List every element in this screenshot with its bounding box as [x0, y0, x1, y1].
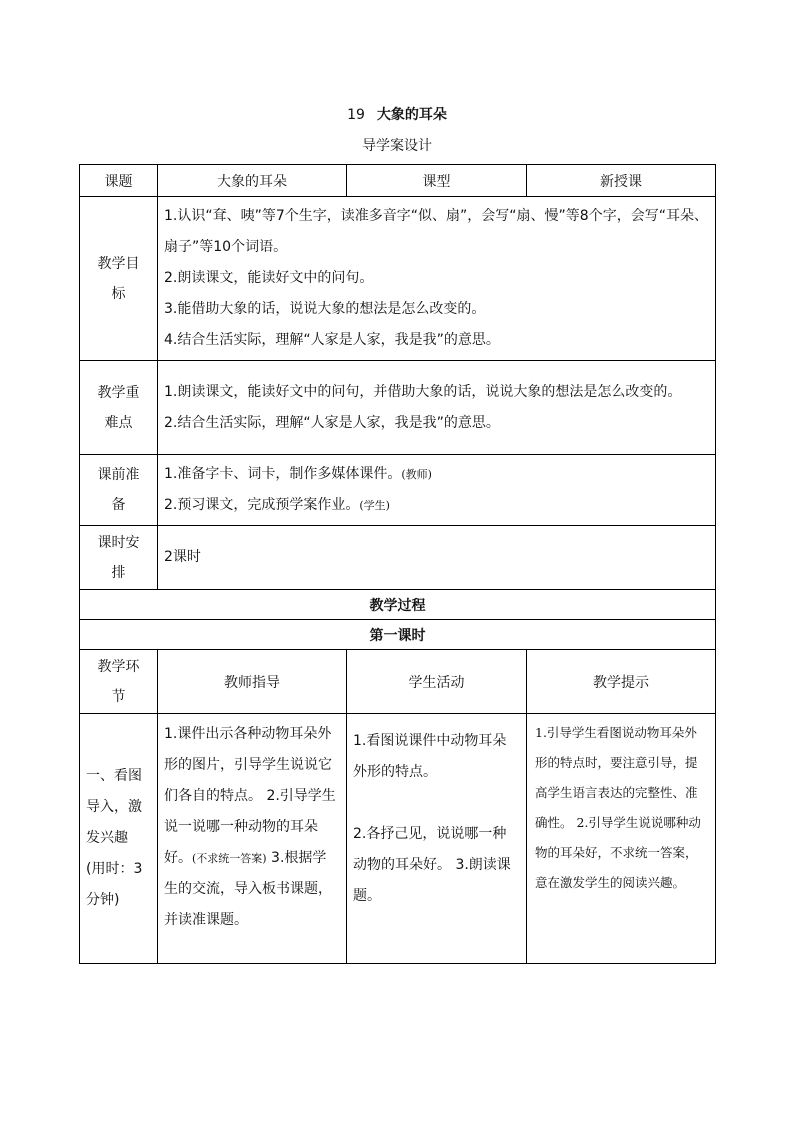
goals-row — [80, 197, 716, 361]
col-tips-header: 教学提示 — [527, 650, 716, 714]
col-student-header: 学生活动 — [347, 650, 527, 714]
student-item: 1.看图说课件中动物耳朵外形的特点。 — [353, 733, 507, 780]
lesson-title: 大象的耳朵 — [376, 107, 447, 123]
key-points-content — [158, 361, 716, 455]
step1-label: 一、看图 导入，激 发兴趣 (用时：3 分钟) — [80, 714, 158, 964]
tip-item: 2.引导学生说说哪种动物的耳朵好，不求统一答案，意在激发学生的阅读兴趣。 — [535, 815, 701, 890]
prep-content — [158, 455, 716, 526]
teacher-item: 1.课件出示各种动物耳朵外形的图片，引导学生说说它们各自的特点。 — [164, 726, 332, 804]
prep-item-note: (学生) — [359, 499, 390, 512]
column-header-row — [80, 650, 716, 714]
header-row — [80, 165, 716, 197]
prep-item-note: (教师) — [401, 468, 432, 481]
period-row — [80, 620, 716, 650]
step1-row — [80, 714, 716, 964]
prep-label: 课前准 备 — [80, 455, 158, 526]
key-point-item: 2.结合生活实际，理解“人家是人家，我是我”的意思。 — [164, 414, 500, 431]
prep-item: 2.预习课文，完成预学案作业。(学生) — [164, 497, 390, 513]
schedule-row — [80, 526, 716, 590]
goal-item: 2.朗读课文，能读好文中的问句。 — [164, 270, 374, 286]
course-value: 大象的耳朵 — [158, 165, 347, 197]
teacher-item-note: (不求统一答案) — [192, 852, 267, 865]
col-step-header: 教学环 节 — [80, 650, 158, 714]
teacher-item: 2.引导学生说一说哪一种动物的耳朵好。(不求统一答案) — [164, 788, 336, 866]
goal-item: 1.认识“耷、咦”等7个生字，读准多音字“似、扇”，会写“扇、慢”等8个字，会写“耳朵、扇子”等10个词语。 — [164, 208, 708, 255]
schedule-value: 2课时 — [158, 526, 716, 590]
schedule-label: 课时安 排 — [80, 526, 158, 590]
step1-tips — [527, 714, 716, 964]
process-heading: 教学过程 — [80, 590, 716, 620]
lesson-heading — [0, 104, 794, 124]
period-heading: 第一课时 — [80, 620, 716, 650]
label-type: 课型 — [347, 165, 527, 197]
key-points-row — [80, 361, 716, 455]
prep-row — [80, 455, 716, 526]
col-teacher-header: 教师指导 — [158, 650, 347, 714]
prep-item: 1.准备字卡、词卡，制作多媒体课件。(教师) — [164, 466, 432, 482]
step1-student — [347, 714, 527, 964]
lesson-plan-table — [79, 164, 716, 964]
goal-item: 3.能借助大象的话，说说大象的想法是怎么改变的。 — [164, 301, 486, 317]
student-item: 3.朗读课题。 — [353, 857, 511, 904]
process-heading-row — [80, 590, 716, 620]
key-points-label: 教学重 难点 — [80, 361, 158, 455]
goal-item: 4.结合生活实际，理解“人家是人家，我是我”的意思。 — [164, 332, 500, 348]
doc-subtitle: 导学案设计 — [362, 138, 432, 154]
step1-teacher — [158, 714, 347, 964]
lesson-number: 19 — [347, 107, 365, 123]
goals-content — [158, 197, 716, 361]
label-course: 课题 — [80, 165, 158, 197]
type-value: 新授课 — [527, 165, 716, 197]
teacher-item: 3.根据学生的交流，导入板书课题，并读准课题。 — [164, 850, 332, 928]
tip-item: 1.引导学生看图说动物耳朵外形的特点时，要注意引导，提高学生语言表达的完整性、准确性。 — [535, 725, 698, 830]
goals-label: 教学目 标 — [80, 197, 158, 361]
key-point-item: 1.朗读课文，能读好文中的问句，并借助大象的话，说说大象的想法是怎么改变的。 — [164, 383, 682, 400]
student-item: 2.各抒己见，说说哪一种动物的耳朵好。 — [353, 826, 507, 873]
